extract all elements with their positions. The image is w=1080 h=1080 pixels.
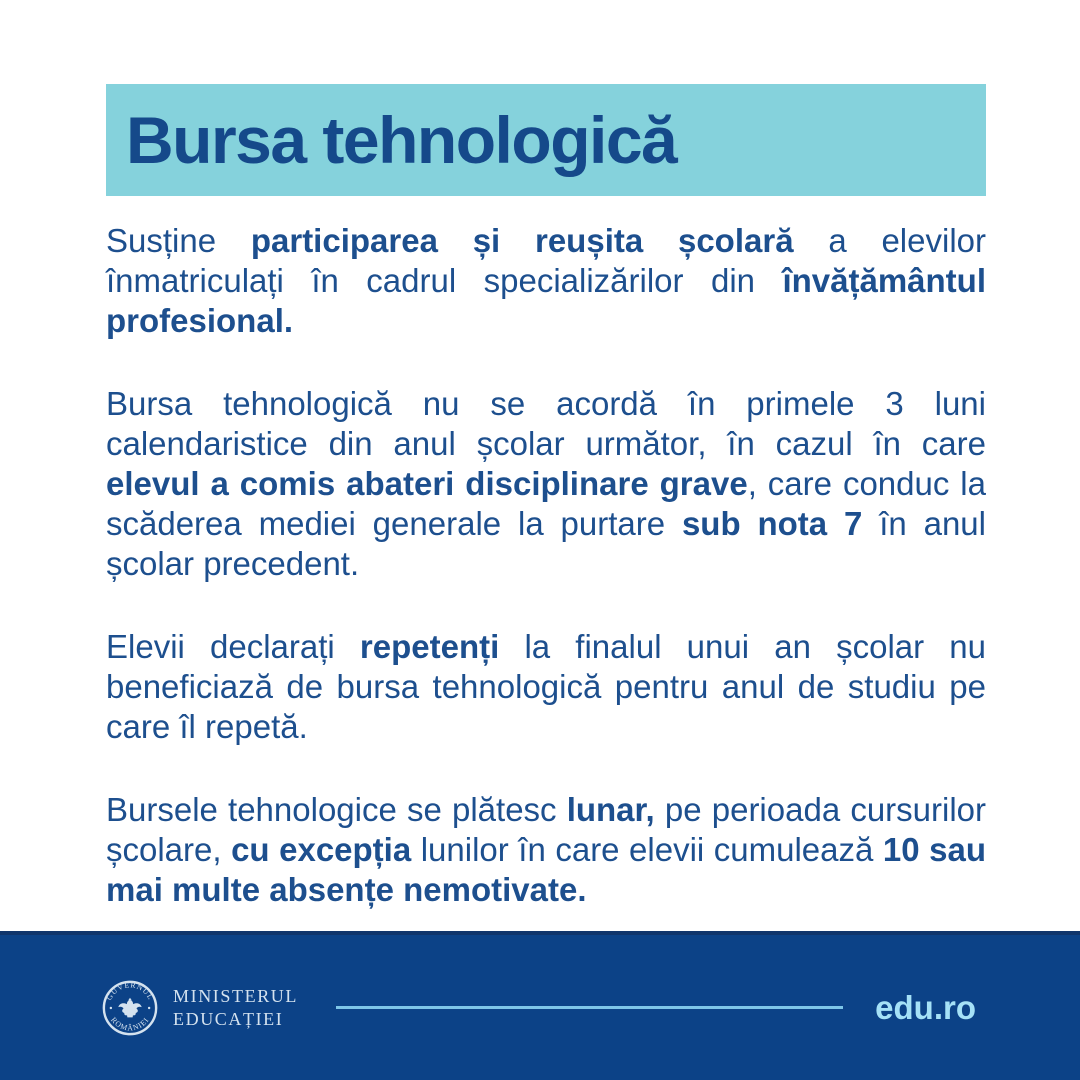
text-segment: Elevii declarați <box>106 628 360 665</box>
content-area <box>106 221 986 953</box>
title-banner <box>106 84 986 196</box>
paragraph <box>106 221 986 341</box>
text-segment: în anul școlar precedent. <box>106 505 986 582</box>
text-segment: lunilor în care elevii cumulează <box>411 831 883 868</box>
paragraph <box>106 384 986 584</box>
divider-line <box>336 1006 843 1009</box>
page-title: Bursa tehnologică <box>126 103 677 177</box>
text-segment-bold: lunar, <box>566 791 655 828</box>
text-segment-bold: repetenți <box>359 628 500 665</box>
eagle-emblem <box>118 997 141 1017</box>
paragraph <box>106 627 986 747</box>
ministry-name-line1: MINISTERUL <box>173 985 298 1006</box>
text-segment: Bursa tehnologică nu se acordă în primele 3 luni calendaristice din anul școlar următor, în cazul în care <box>106 385 986 462</box>
text-segment-bold: învățământul profesional. <box>106 262 986 339</box>
seal-text-bottom: ROMÂNIEI <box>109 1014 151 1032</box>
text-segment: Susține <box>106 222 251 259</box>
text-segment: a elevilor înmatriculați în cadrul specializărilor din <box>106 222 986 299</box>
text-segment-bold: cu excepția <box>231 831 412 868</box>
website-link[interactable]: edu.ro <box>875 988 976 1026</box>
text-segment: la finalul unui an școlar nu beneficiază de bursa tehnologică pentru anul de studiu pe care îl repetă. <box>106 628 986 745</box>
text-segment: pe perioada cursurilor școlare, <box>106 791 987 868</box>
ministry-name-line2: EDUCAȚIEI <box>173 1008 284 1029</box>
government-seal-icon <box>102 980 158 1036</box>
text-segment: Bursele tehnologice se plătesc <box>106 791 567 828</box>
ministry-name <box>173 985 298 1031</box>
text-segment: , care conduc la scăderea mediei generale la purtare <box>106 465 986 542</box>
text-segment-bold: 10 sau mai multe absențe nemotivate. <box>106 831 987 908</box>
government-brand <box>102 980 298 1036</box>
seal-text-top: GUVERNUL <box>104 979 156 1002</box>
paragraph <box>106 790 986 910</box>
text-segment-bold: participarea și reușita școlară <box>250 222 794 259</box>
text-segment-bold: elevul a comis abateri disciplinare grave <box>106 465 748 502</box>
text-segment-bold: sub nota 7 <box>681 505 863 542</box>
footer <box>0 931 1080 1080</box>
